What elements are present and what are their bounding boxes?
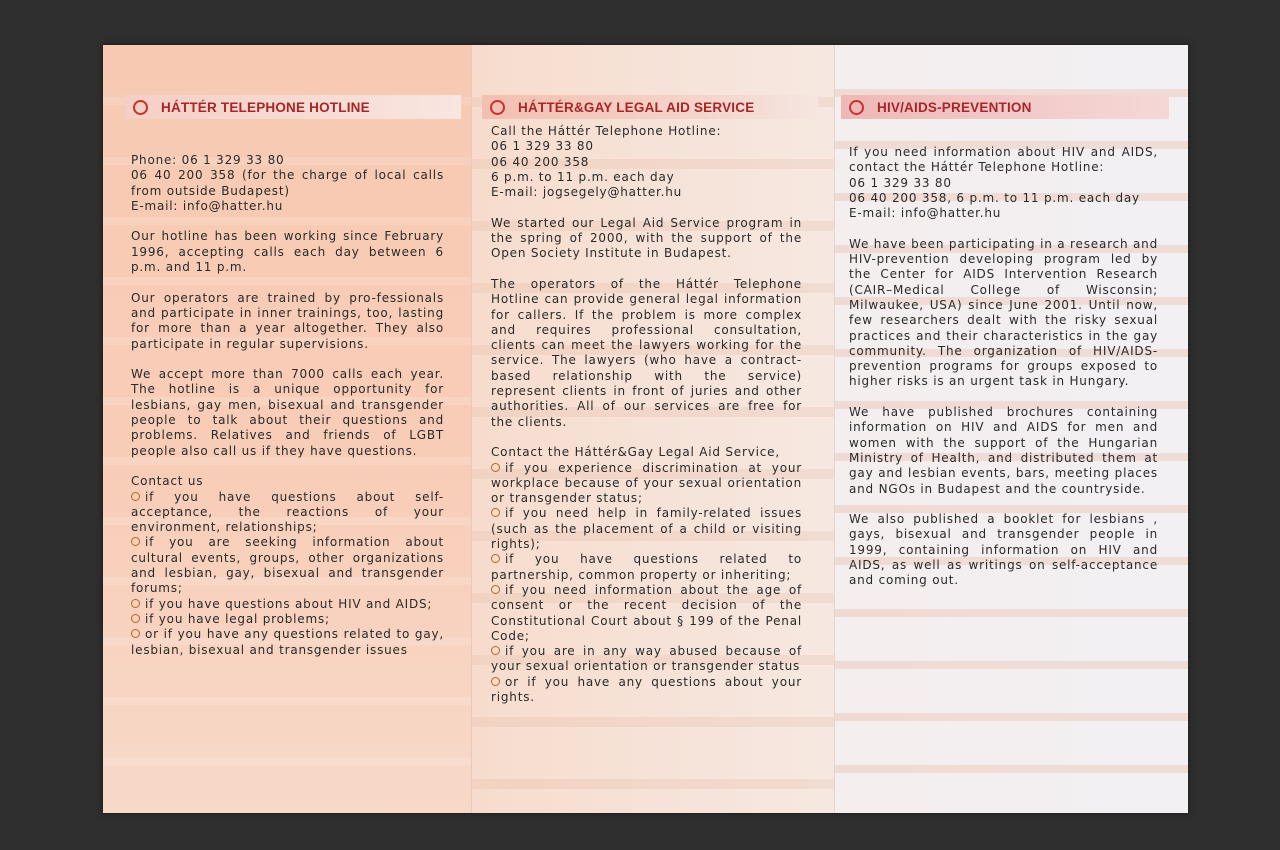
list-item: if you have questions related to partnership, common property or inheriting; <box>491 552 802 582</box>
email-line: E-mail: info@hatter.hu <box>131 198 284 213</box>
email-line: E-mail: info@hatter.hu <box>849 206 1002 221</box>
contact-block <box>849 145 1158 221</box>
ring-bullet-icon <box>131 537 140 546</box>
paragraph: Our hotline has been working since February 1996, accepting calls each day between 6 p.m. and 11 p.m. <box>131 229 444 275</box>
panel-header <box>125 95 461 119</box>
panel-header <box>841 95 1169 119</box>
ring-bullet-icon <box>491 677 500 686</box>
phone-line: 06 40 200 358, 6 p.m. to 11 p.m. each day <box>849 190 1140 205</box>
contact-block <box>491 124 802 200</box>
panel-telephone-hotline <box>103 45 471 813</box>
panel-hiv-prevention <box>834 45 1188 813</box>
ring-bullet-icon <box>491 508 500 517</box>
intro-text: If you need information about HIV and AIDS, contact the Háttér Telephone Hotline: <box>849 145 1158 175</box>
circle-bullet-icon <box>849 100 864 115</box>
phone-line: Phone: 06 1 329 33 80 <box>131 153 285 167</box>
contact-heading: Contact the Háttér&Gay Legal Aid Service, <box>491 445 780 460</box>
email-line: E-mail: jogsegely@hatter.hu <box>491 185 683 200</box>
circle-bullet-icon <box>490 100 505 115</box>
brochure <box>103 45 1188 813</box>
contact-section <box>131 474 444 658</box>
ring-bullet-icon <box>491 646 500 655</box>
list-item: if you have questions about HIV and AIDS; <box>131 597 444 612</box>
ring-bullet-icon <box>131 492 140 501</box>
panel-header <box>482 95 818 119</box>
panel-body <box>131 153 444 658</box>
list-item: if you are in any way abused because of your sexual orientation or transgender status <box>491 644 802 674</box>
list-item: or if you have any questions about your rights. <box>491 674 802 704</box>
paragraph: Our operators are trained by pro-fessionals and participate in inner trainings, too, lasting for more than a year altogether. They also participate in regular supervisions. <box>131 290 444 351</box>
phone-line: 06 40 200 358 <box>491 154 590 169</box>
list-item: or if you have any questions related to gay, lesbian, bisexual and transgender issues <box>131 627 444 657</box>
ring-bullet-icon <box>491 554 500 563</box>
panel-title: HÁTTÉR&GAY LEGAL AID SERVICE <box>518 99 755 115</box>
phone-line: 06 1 329 33 80 <box>491 139 594 154</box>
paragraph: We also published a booklet for lesbians , gays, bisexual and transgender people in 1999, containing information on HIV and AIDS, as well as writings on self-acceptance and coming out. <box>849 512 1158 588</box>
list-item: if you need information about the age of consent or the recent decision of the Constitutional Court about § 199 of the Penal Code; <box>491 582 802 643</box>
panel-legal-aid <box>471 45 834 813</box>
hours-line: 6 p.m. to 11 p.m. each day <box>491 169 675 184</box>
panel-body <box>491 124 802 705</box>
paragraph: We started our Legal Aid Service program in the spring of 2000, with the support of the Open Society Institute in Budapest. <box>491 215 802 261</box>
list-item: if you are seeking information about cultural events, groups, other organizations and lesbian, gay, bisexual and transgender forums; <box>131 535 444 596</box>
panel-title: HÁTTÉR TELEPHONE HOTLINE <box>161 99 370 115</box>
contact-heading: Contact us <box>131 474 204 489</box>
ring-bullet-icon <box>131 629 140 638</box>
ring-bullet-icon <box>491 585 500 594</box>
list-item: if you have legal problems; <box>131 612 444 627</box>
phone-line: 06 40 200 358 (for the charge of local calls from outside Budapest) <box>131 168 444 198</box>
list-item: if you experience discrimination at your workplace because of your sexual orientation or transgender status; <box>491 460 802 506</box>
panel-body <box>849 145 1158 604</box>
ring-bullet-icon <box>131 599 140 608</box>
phone-line: 06 1 329 33 80 <box>849 175 952 190</box>
contact-line: Call the Háttér Telephone Hotline: <box>491 124 722 138</box>
panel-title: HIV/AIDS-PREVENTION <box>877 99 1032 115</box>
paragraph: We have published brochures containing information on HIV and AIDS for men and women with the support of the Hungarian Ministry of Health, and distributed them at gay and lesbian events, bars, meeting places and NGOs in Budapest and the countryside. <box>849 405 1158 496</box>
paragraph: The operators of the Háttér Telephone Hotline can provide general legal information for callers. If the problem is more complex and requires professional consultation, clients can meet the lawyers working for the service. The lawyers (who have a contract-based relationship with the service) represent clients in front of juries and other authorities. All of our services are free for the clients. <box>491 276 802 429</box>
list-item: if you need help in family-related issues (such as the placement of a child or visiting rights); <box>491 506 802 552</box>
list-item: if you have questions about self-acceptance, the reactions of your environment, relationships; <box>131 489 444 535</box>
ring-bullet-icon <box>491 463 500 472</box>
contact-section <box>491 445 802 705</box>
contact-block <box>131 153 444 214</box>
ring-bullet-icon <box>131 614 140 623</box>
paragraph: We accept more than 7000 calls each year. The hotline is a unique opportunity for lesbians, gay men, bisexual and transgender people to talk about their questions and problems. Relatives and friends of LGBT people also call us if they have questions. <box>131 367 444 458</box>
circle-bullet-icon <box>133 100 148 115</box>
paragraph: We have been participating in a research and HIV-prevention developing program led by the Center for AIDS Intervention Research (CAIR–Medical College of Wisconsin; Milwaukee, USA) since June 2001. Until now, few researchers dealt with the risky sexual practices and their characteristics in the gay community. The organization of HIV/AIDS-prevention programs for groups exposed to higher risks is an urgent task in Hungary. <box>849 236 1158 389</box>
